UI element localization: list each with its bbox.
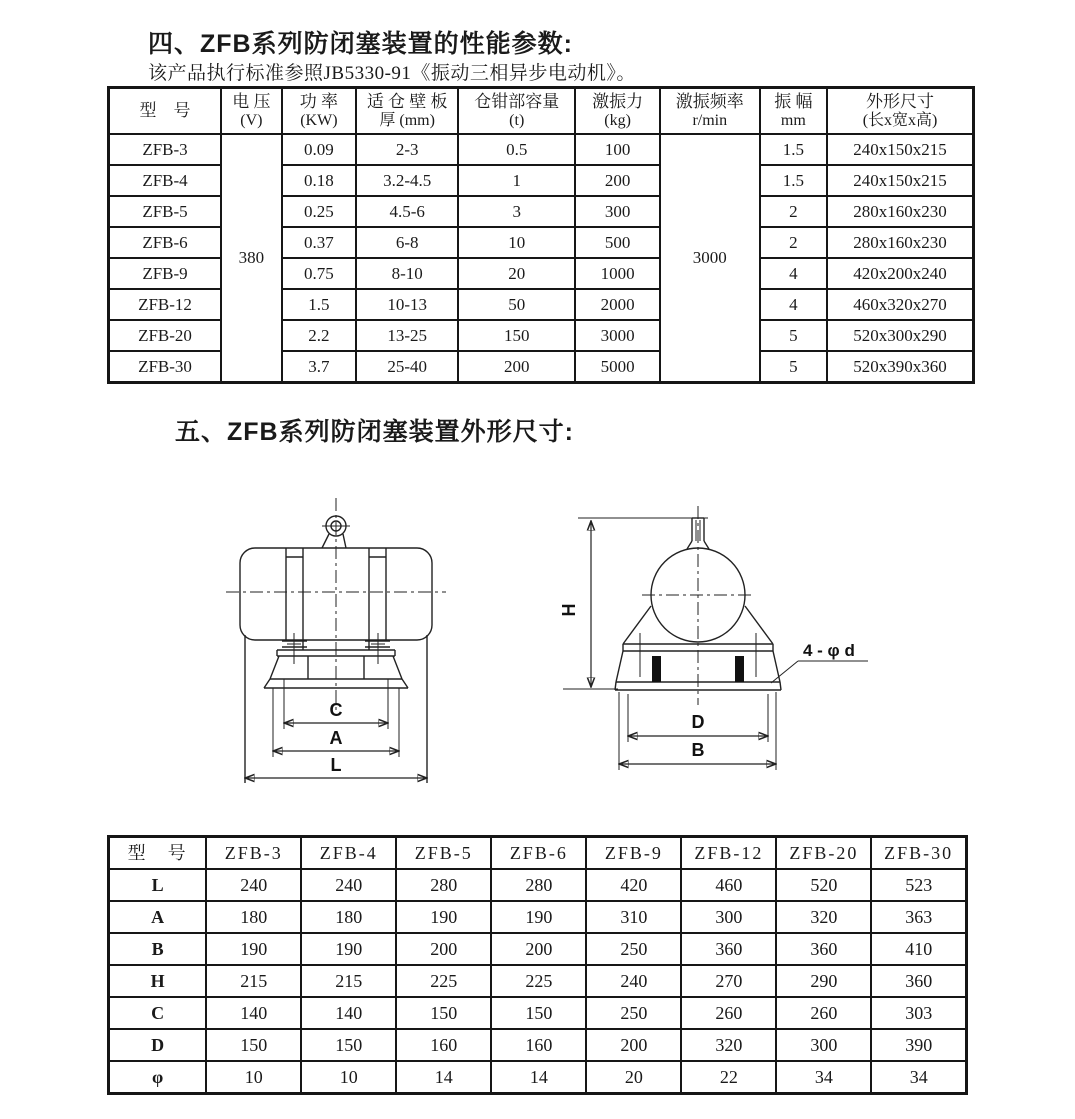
perf-force-cell: 5000 [575, 351, 660, 383]
dims-value-cell: 22 [681, 1061, 776, 1094]
dims-row-label-cell: φ [109, 1061, 207, 1094]
dims-value-cell: 180 [206, 901, 301, 933]
hole-count-label: 4 - φ d [803, 641, 855, 660]
dims-value-cell: 200 [586, 1029, 681, 1061]
dims-value-cell: 360 [776, 933, 871, 965]
perf-size-cell: 520x390x360 [827, 351, 973, 383]
dimension-h [559, 518, 708, 689]
perf-force-cell: 3000 [575, 320, 660, 351]
perf-capacity-cell: 50 [458, 289, 575, 320]
perf-header-cell: 适 仓 壁 板 厚 (mm) [356, 88, 458, 135]
perf-size-cell: 460x320x270 [827, 289, 973, 320]
perf-model-cell: ZFB-20 [109, 320, 222, 351]
perf-wall-thickness-cell: 6-8 [356, 227, 458, 258]
perf-wall-thickness-cell: 4.5-6 [356, 196, 458, 227]
dims-value-cell: 270 [681, 965, 776, 997]
dims-header-cell: ZFB-20 [776, 837, 871, 870]
perf-force-cell: 2000 [575, 289, 660, 320]
perf-model-cell: ZFB-6 [109, 227, 222, 258]
perf-size-cell: 240x150x215 [827, 165, 973, 196]
perf-size-cell: 420x200x240 [827, 258, 973, 289]
dims-value-cell: 34 [871, 1061, 966, 1094]
dims-value-cell: 363 [871, 901, 966, 933]
outline-dimensions-table [107, 835, 968, 1095]
perf-amplitude-cell: 4 [760, 289, 828, 320]
perf-wall-thickness-cell: 8-10 [356, 258, 458, 289]
dims-value-cell: 410 [871, 933, 966, 965]
perf-wall-thickness-cell: 10-13 [356, 289, 458, 320]
hole-callout [771, 641, 868, 683]
perf-size-cell: 280x160x230 [827, 196, 973, 227]
dims-value-cell: 280 [491, 869, 586, 901]
perf-force-cell: 1000 [575, 258, 660, 289]
dimensions-table-body [109, 837, 967, 1094]
perf-data-row [109, 134, 974, 165]
dims-value-cell: 10 [206, 1061, 301, 1094]
perf-model-cell: ZFB-12 [109, 289, 222, 320]
dimension-c [284, 679, 388, 729]
perf-amplitude-cell: 1.5 [760, 134, 828, 165]
dims-value-cell: 250 [586, 997, 681, 1029]
perf-capacity-cell: 20 [458, 258, 575, 289]
dims-value-cell: 10 [301, 1061, 396, 1094]
performance-table-body [109, 88, 974, 383]
dims-value-cell: 190 [396, 901, 491, 933]
perf-power-cell: 1.5 [282, 289, 356, 320]
perf-force-cell: 500 [575, 227, 660, 258]
dims-header-row [109, 837, 967, 870]
perf-wall-thickness-cell: 25-40 [356, 351, 458, 383]
dim-label-d: D [691, 712, 705, 732]
dims-value-cell: 420 [586, 869, 681, 901]
perf-amplitude-cell: 2 [760, 227, 828, 258]
dims-value-cell: 460 [681, 869, 776, 901]
perf-size-cell: 280x160x230 [827, 227, 973, 258]
dims-value-cell: 150 [396, 997, 491, 1029]
dims-header-cell: 型 号 [109, 837, 207, 870]
perf-amplitude-cell: 5 [760, 351, 828, 383]
dims-header-cell: ZFB-6 [491, 837, 586, 870]
perf-header-cell: 电 压 (V) [221, 88, 282, 135]
dims-value-cell: 310 [586, 901, 681, 933]
perf-amplitude-cell: 5 [760, 320, 828, 351]
dims-header-cell: ZFB-3 [206, 837, 301, 870]
dims-header-cell: ZFB-5 [396, 837, 491, 870]
perf-force-cell: 200 [575, 165, 660, 196]
dims-data-row [109, 965, 967, 997]
dims-value-cell: 150 [301, 1029, 396, 1061]
dims-value-cell: 360 [681, 933, 776, 965]
dims-value-cell: 300 [681, 901, 776, 933]
dims-value-cell: 34 [776, 1061, 871, 1094]
perf-power-cell: 0.09 [282, 134, 356, 165]
dims-value-cell: 303 [871, 997, 966, 1029]
dim-label-c: C [329, 700, 343, 720]
perf-force-cell: 100 [575, 134, 660, 165]
dims-data-row [109, 1029, 967, 1061]
perf-power-cell: 0.18 [282, 165, 356, 196]
dims-value-cell: 14 [491, 1061, 586, 1094]
perf-power-cell: 0.25 [282, 196, 356, 227]
perf-capacity-cell: 1 [458, 165, 575, 196]
perf-amplitude-cell: 1.5 [760, 165, 828, 196]
dims-value-cell: 215 [301, 965, 396, 997]
perf-model-cell: ZFB-30 [109, 351, 222, 383]
perf-header-cell: 仓钳部容量 (t) [458, 88, 575, 135]
perf-power-cell: 0.75 [282, 258, 356, 289]
perf-model-cell: ZFB-4 [109, 165, 222, 196]
dims-value-cell: 140 [206, 997, 301, 1029]
dim-label-h: H [559, 603, 579, 617]
perf-capacity-cell: 200 [458, 351, 575, 383]
dims-value-cell: 260 [776, 997, 871, 1029]
perf-amplitude-cell: 4 [760, 258, 828, 289]
dims-value-cell: 240 [206, 869, 301, 901]
dims-value-cell: 250 [586, 933, 681, 965]
section5-title: 五、ZFB系列防闭塞装置外形尺寸: [175, 418, 574, 446]
dims-data-row [109, 869, 967, 901]
dims-value-cell: 523 [871, 869, 966, 901]
dims-value-cell: 240 [301, 869, 396, 901]
perf-capacity-cell: 10 [458, 227, 575, 258]
perf-amplitude-cell: 2 [760, 196, 828, 227]
perf-size-cell: 240x150x215 [827, 134, 973, 165]
dims-value-cell: 190 [301, 933, 396, 965]
dims-header-cell: ZFB-4 [301, 837, 396, 870]
dims-data-row [109, 997, 967, 1029]
dims-value-cell: 320 [681, 1029, 776, 1061]
dims-row-label-cell: A [109, 901, 207, 933]
dims-data-row [109, 1061, 967, 1094]
dim-label-l: L [330, 755, 342, 775]
perf-header-cell: 型 号 [109, 88, 222, 135]
perf-capacity-cell: 3 [458, 196, 575, 227]
perf-wall-thickness-cell: 3.2-4.5 [356, 165, 458, 196]
perf-wall-thickness-cell: 13-25 [356, 320, 458, 351]
dims-value-cell: 225 [491, 965, 586, 997]
dimension-l [245, 755, 427, 778]
perf-capacity-cell: 150 [458, 320, 575, 351]
dims-header-cell: ZFB-12 [681, 837, 776, 870]
performance-parameters-table [107, 86, 975, 384]
perf-header-cell: 激振力 (kg) [575, 88, 660, 135]
section4-standard-note: 该产品执行标准参照JB5330-91《振动三相异步电动机》。 [148, 63, 636, 84]
dims-value-cell: 260 [681, 997, 776, 1029]
dim-label-b: B [691, 740, 705, 760]
perf-frequency-cell: 3000 [660, 134, 760, 383]
perf-power-cell: 3.7 [282, 351, 356, 383]
perf-wall-thickness-cell: 2-3 [356, 134, 458, 165]
dims-header-cell: ZFB-9 [586, 837, 681, 870]
dims-value-cell: 200 [396, 933, 491, 965]
perf-power-cell: 0.37 [282, 227, 356, 258]
perf-size-cell: 520x300x290 [827, 320, 973, 351]
dims-row-label-cell: L [109, 869, 207, 901]
perf-voltage-cell: 380 [221, 134, 282, 383]
side-view-drawing [558, 478, 888, 793]
dims-value-cell: 20 [586, 1061, 681, 1094]
perf-power-cell: 2.2 [282, 320, 356, 351]
perf-model-cell: ZFB-3 [109, 134, 222, 165]
dims-value-cell: 360 [871, 965, 966, 997]
dims-value-cell: 140 [301, 997, 396, 1029]
dims-row-label-cell: D [109, 1029, 207, 1061]
dims-value-cell: 150 [491, 997, 586, 1029]
dims-value-cell: 200 [491, 933, 586, 965]
dims-row-label-cell: H [109, 965, 207, 997]
dims-value-cell: 180 [301, 901, 396, 933]
dims-value-cell: 300 [776, 1029, 871, 1061]
dims-value-cell: 215 [206, 965, 301, 997]
dims-value-cell: 290 [776, 965, 871, 997]
dims-value-cell: 320 [776, 901, 871, 933]
dims-data-row [109, 901, 967, 933]
dims-row-label-cell: B [109, 933, 207, 965]
dims-value-cell: 520 [776, 869, 871, 901]
perf-model-cell: ZFB-5 [109, 196, 222, 227]
perf-header-cell: 激振频率 r/min [660, 88, 760, 135]
perf-force-cell: 300 [575, 196, 660, 227]
dims-value-cell: 225 [396, 965, 491, 997]
perf-header-cell: 功 率 (KW) [282, 88, 356, 135]
dims-value-cell: 14 [396, 1061, 491, 1094]
perf-capacity-cell: 0.5 [458, 134, 575, 165]
perf-header-cell: 外形尺寸 (长x宽x高) [827, 88, 973, 135]
dims-header-cell: ZFB-30 [871, 837, 966, 870]
dims-value-cell: 190 [491, 901, 586, 933]
dims-value-cell: 240 [586, 965, 681, 997]
dims-value-cell: 390 [871, 1029, 966, 1061]
dims-data-row [109, 933, 967, 965]
dims-value-cell: 160 [491, 1029, 586, 1061]
perf-header-row [109, 88, 974, 135]
perf-model-cell: ZFB-9 [109, 258, 222, 289]
perf-header-cell: 振 幅 mm [760, 88, 828, 135]
dims-value-cell: 150 [206, 1029, 301, 1061]
dims-value-cell: 190 [206, 933, 301, 965]
dim-label-a: A [329, 728, 343, 748]
section4-title: 四、ZFB系列防闭塞装置的性能参数: [148, 30, 573, 58]
dims-row-label-cell: C [109, 997, 207, 1029]
dims-value-cell: 280 [396, 869, 491, 901]
dims-value-cell: 160 [396, 1029, 491, 1061]
front-view-drawing [200, 475, 460, 797]
